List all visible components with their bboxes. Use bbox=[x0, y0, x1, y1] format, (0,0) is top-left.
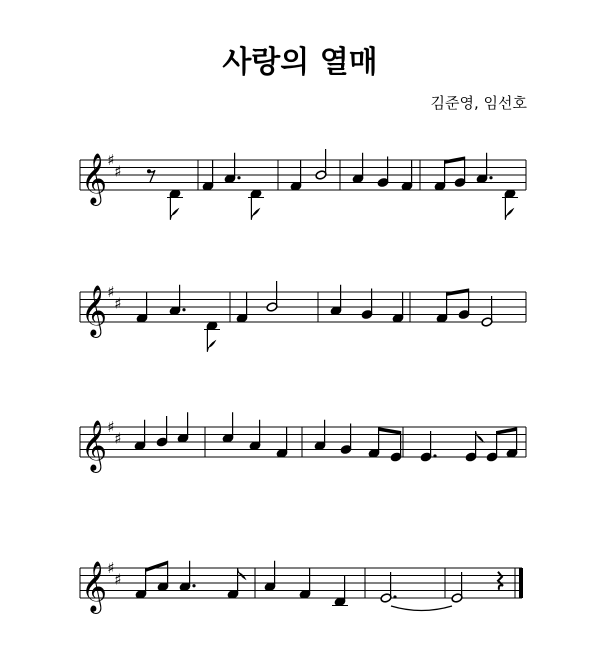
sharp-icon: ♯ bbox=[107, 283, 115, 301]
note-flag bbox=[505, 209, 513, 220]
augmentation-dot bbox=[192, 584, 195, 587]
note-beam bbox=[447, 289, 469, 296]
note-flag bbox=[238, 568, 246, 579]
note-beam bbox=[497, 427, 517, 434]
sharp-icon: ♯ bbox=[114, 162, 122, 181]
song-title: 사랑의 열매 bbox=[222, 45, 378, 80]
augmentation-dot bbox=[237, 176, 240, 179]
final-bar-line bbox=[519, 568, 523, 598]
sharp-icon: ♯ bbox=[114, 294, 122, 313]
sharp-icon: ♯ bbox=[107, 559, 115, 577]
note-beam bbox=[146, 561, 168, 572]
quarter-rest-icon bbox=[498, 572, 503, 590]
augmentation-dot bbox=[489, 176, 492, 179]
composer-credit: 김준영, 임선호 bbox=[430, 94, 527, 112]
sharp-icon: ♯ bbox=[114, 570, 122, 589]
note-beam bbox=[445, 157, 465, 164]
note-flag bbox=[476, 431, 484, 442]
note-flag bbox=[170, 209, 178, 220]
note-flag bbox=[207, 341, 215, 352]
score bbox=[80, 149, 526, 614]
eighth-rest-icon bbox=[149, 170, 155, 182]
sharp-icon: ♯ bbox=[107, 151, 115, 169]
augmentation-dot bbox=[433, 454, 436, 457]
treble-clef-icon: 𝄞 bbox=[80, 561, 108, 612]
note-flag bbox=[251, 209, 259, 220]
treble-clef-icon: 𝄞 bbox=[80, 153, 108, 204]
tie bbox=[391, 606, 452, 611]
treble-clef-icon: 𝄞 bbox=[80, 420, 108, 471]
treble-clef-icon: 𝄞 bbox=[80, 285, 108, 336]
note-beam bbox=[379, 427, 401, 434]
augmentation-dot bbox=[393, 595, 396, 598]
sharp-icon: ♯ bbox=[107, 418, 115, 436]
augmentation-dot bbox=[182, 308, 185, 311]
sharp-icon: ♯ bbox=[114, 429, 122, 448]
